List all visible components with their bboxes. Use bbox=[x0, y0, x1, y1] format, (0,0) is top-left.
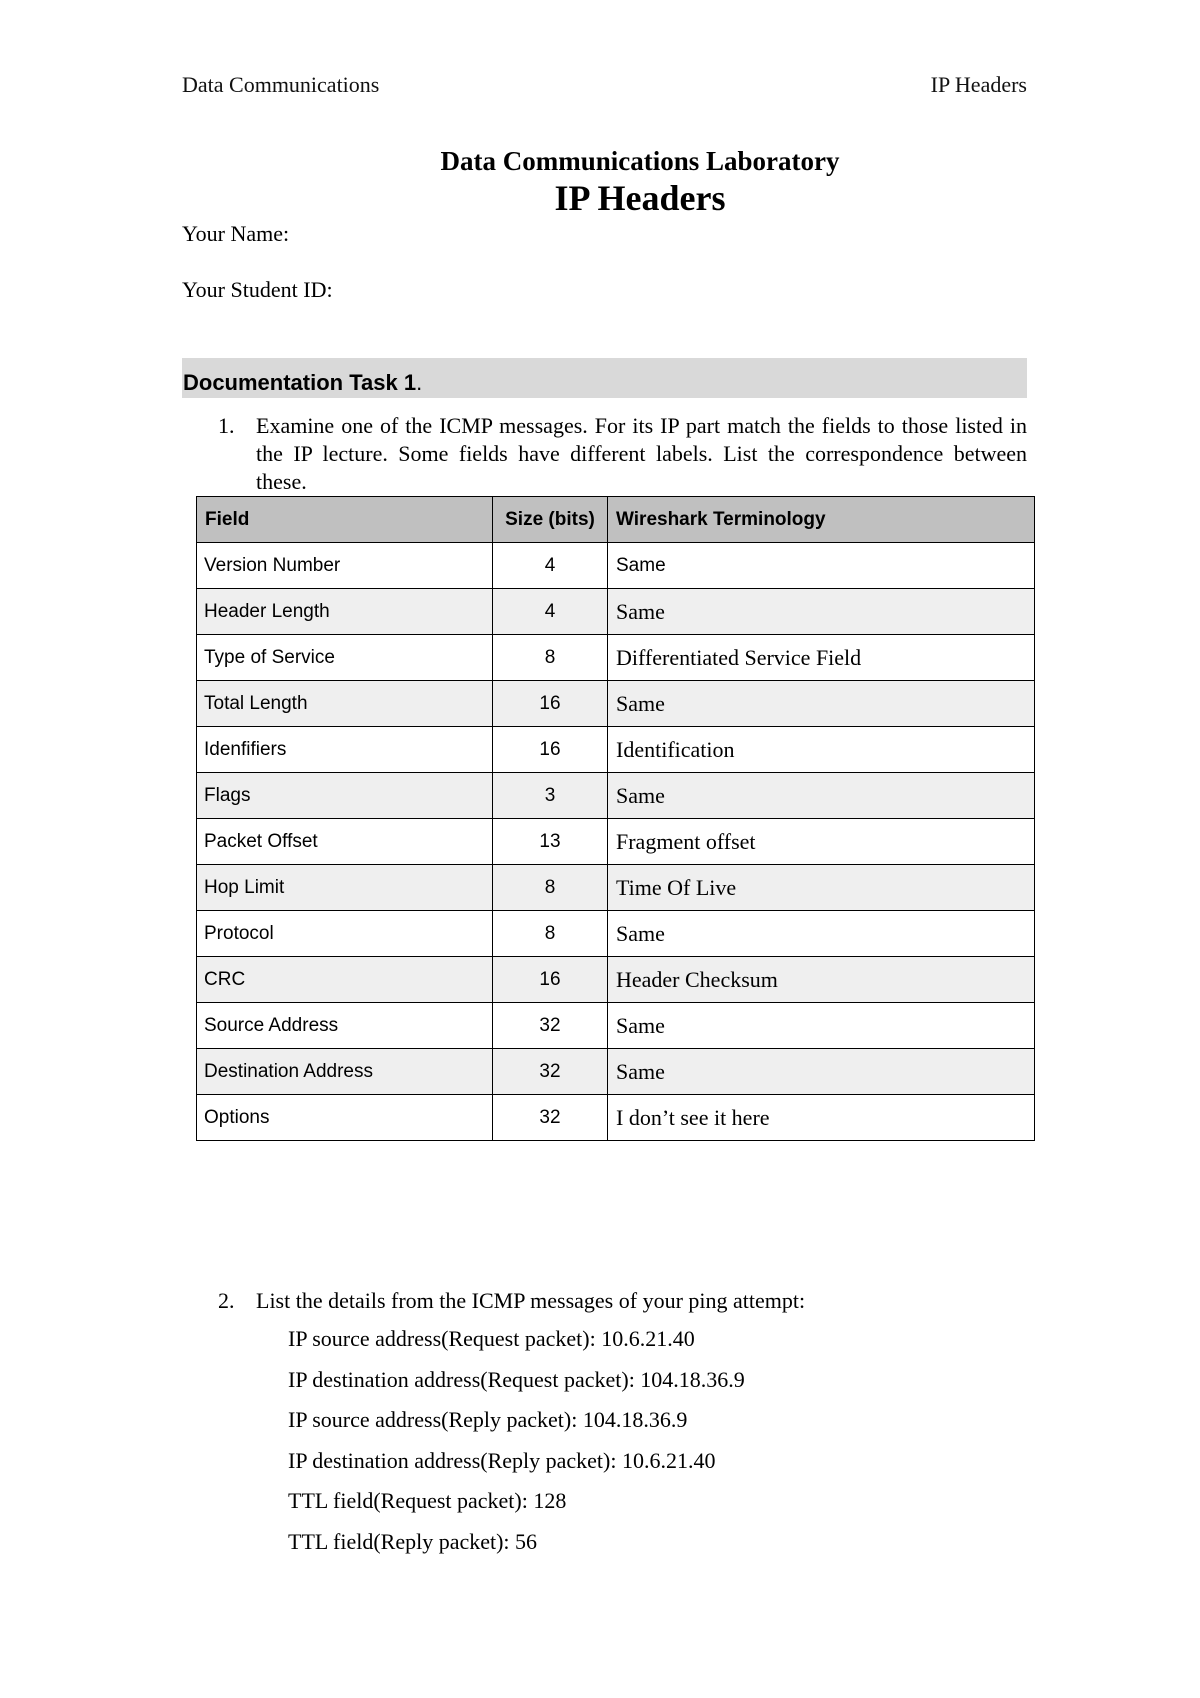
table-row bbox=[197, 589, 1035, 635]
size-cell: 8 bbox=[493, 911, 608, 957]
size-cell: 16 bbox=[493, 727, 608, 773]
field-cell: Type of Service bbox=[197, 635, 493, 681]
field-cell: Options bbox=[197, 1095, 493, 1141]
field-cell: Flags bbox=[197, 773, 493, 819]
ip-header-fields-table bbox=[196, 496, 1035, 1141]
table-row bbox=[197, 635, 1035, 681]
terminology-cell: Same bbox=[608, 773, 1035, 819]
field-cell: Version Number bbox=[197, 543, 493, 589]
question-1-number: 1. bbox=[218, 413, 235, 438]
question-1-text: Examine one of the ICMP messages. For its IP part match the fields to those listed in the IP lecture. Some fields have different labels. List the correspondence between these. bbox=[256, 413, 1027, 494]
table-row bbox=[197, 865, 1035, 911]
field-cell: Destination Address bbox=[197, 1049, 493, 1095]
size-cell: 4 bbox=[493, 589, 608, 635]
field-cell: Idenfifiers bbox=[197, 727, 493, 773]
column-header-field: Field bbox=[197, 497, 493, 543]
field-cell: CRC bbox=[197, 957, 493, 1003]
column-header-size: Size (bits) bbox=[493, 497, 608, 543]
size-cell: 16 bbox=[493, 681, 608, 727]
field-cell: Protocol bbox=[197, 911, 493, 957]
table-row bbox=[197, 543, 1035, 589]
terminology-cell: Same bbox=[608, 543, 1035, 589]
running-header-right: IP Headers bbox=[930, 72, 1027, 97]
terminology-cell: Time Of Live bbox=[608, 865, 1035, 911]
table-row bbox=[197, 1049, 1035, 1095]
detail-request-destination: IP destination address(Request packet): 104.18.36.9 bbox=[288, 1366, 745, 1392]
terminology-cell: Header Checksum bbox=[608, 957, 1035, 1003]
detail-reply-ttl: TTL field(Reply packet): 56 bbox=[288, 1528, 538, 1554]
size-cell: 3 bbox=[493, 773, 608, 819]
field-cell: Source Address bbox=[197, 1003, 493, 1049]
question-2-number: 2. bbox=[218, 1288, 235, 1313]
size-cell: 32 bbox=[493, 1095, 608, 1141]
detail-reply-destination: IP destination address(Reply packet): 10.6.21.40 bbox=[288, 1447, 716, 1473]
terminology-cell: Same bbox=[608, 1003, 1035, 1049]
table-row bbox=[197, 773, 1035, 819]
size-cell: 13 bbox=[493, 819, 608, 865]
document-title: IP Headers bbox=[554, 178, 726, 218]
task-heading bbox=[183, 370, 422, 396]
table-row bbox=[197, 681, 1035, 727]
size-cell: 8 bbox=[493, 635, 608, 681]
task-heading-band bbox=[182, 358, 1027, 398]
size-cell: 16 bbox=[493, 957, 608, 1003]
detail-request-source: IP source address(Request packet): 10.6.21.40 bbox=[288, 1326, 695, 1351]
field-cell: Header Length bbox=[197, 589, 493, 635]
field-cell: Packet Offset bbox=[197, 819, 493, 865]
terminology-cell: Same bbox=[608, 1049, 1035, 1095]
terminology-cell: Differentiated Service Field bbox=[608, 635, 1035, 681]
table-row bbox=[197, 1095, 1035, 1141]
terminology-cell: Same bbox=[608, 681, 1035, 727]
student-id-label: Your Student ID: bbox=[182, 277, 333, 302]
question-2-text: List the details from the ICMP messages of your ping attempt: bbox=[256, 1288, 806, 1313]
field-cell: Total Length bbox=[197, 681, 493, 727]
table-row bbox=[197, 911, 1035, 957]
table-row bbox=[197, 957, 1035, 1003]
table-header-row bbox=[197, 497, 1035, 543]
task-heading-suffix: . bbox=[416, 370, 423, 395]
terminology-cell: Same bbox=[608, 589, 1035, 635]
detail-request-ttl: TTL field(Request packet): 128 bbox=[288, 1488, 567, 1513]
size-cell: 32 bbox=[493, 1049, 608, 1095]
terminology-cell: I don’t see it here bbox=[608, 1095, 1035, 1141]
field-cell: Hop Limit bbox=[197, 865, 493, 911]
size-cell: 4 bbox=[493, 543, 608, 589]
size-cell: 32 bbox=[493, 1003, 608, 1049]
detail-reply-source: IP source address(Reply packet): 104.18.36.9 bbox=[288, 1407, 688, 1432]
question-1 bbox=[218, 412, 1027, 496]
terminology-cell: Identification bbox=[608, 727, 1035, 773]
size-cell: 8 bbox=[493, 865, 608, 911]
document-subtitle: Data Communications Laboratory bbox=[440, 146, 840, 176]
table-row bbox=[197, 727, 1035, 773]
name-label: Your Name: bbox=[182, 221, 290, 246]
terminology-cell: Fragment offset bbox=[608, 819, 1035, 865]
ping-details-list bbox=[288, 1326, 745, 1569]
running-header-left: Data Communications bbox=[182, 72, 380, 97]
terminology-cell: Same bbox=[608, 911, 1035, 957]
task-heading-text: Documentation Task 1 bbox=[183, 370, 417, 395]
column-header-wireshark-terminology: Wireshark Terminology bbox=[608, 497, 1035, 543]
table-row bbox=[197, 819, 1035, 865]
table-row bbox=[197, 1003, 1035, 1049]
